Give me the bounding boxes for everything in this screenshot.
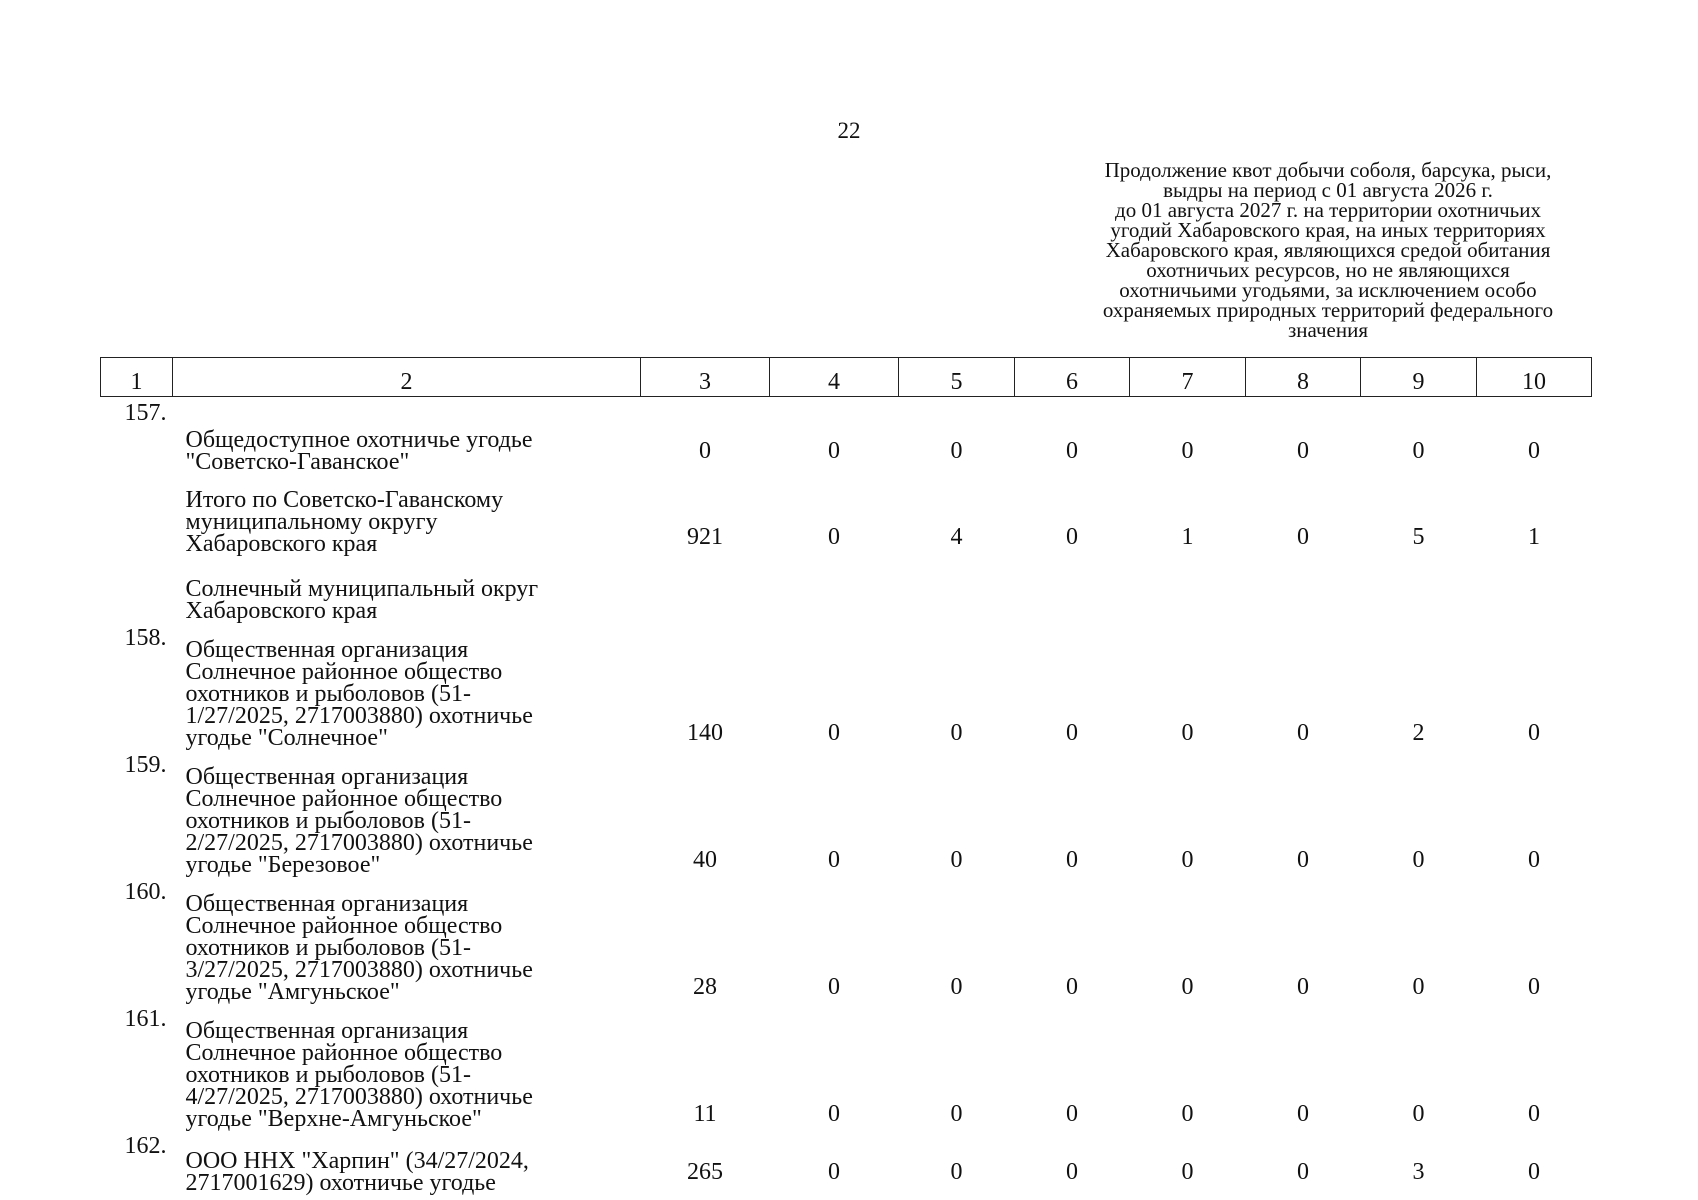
cell-value <box>1130 555 1246 622</box>
cell-value <box>770 555 899 622</box>
column-header: 9 <box>1361 358 1477 397</box>
cell-value: 0 <box>1528 974 1540 1000</box>
row-name <box>173 555 641 622</box>
cell-value: 0 <box>1066 974 1078 1000</box>
cell-value: 0 <box>950 847 963 873</box>
row-name-line: Общественная организация <box>185 637 469 663</box>
row-name-line: Итого по Советско-Гаванскому <box>185 487 504 513</box>
cell-value: 0 <box>1181 438 1194 464</box>
row-name <box>173 397 641 474</box>
cell-value <box>1361 555 1477 622</box>
caption-line: Хабаровского края, являющихся средой обитания <box>1105 238 1551 262</box>
row-name-line: 1/27/2025, 2717003880) охотничье <box>185 703 533 729</box>
row-name-line: охотников и рыболовов (51- <box>185 935 471 961</box>
column-header: 8 <box>1246 358 1361 397</box>
cell-value: 0 <box>1066 524 1078 550</box>
cell-value: 0 <box>950 974 963 1000</box>
cell-value: 0 <box>1181 720 1194 746</box>
cell-value: 0 <box>1181 974 1194 1000</box>
cell-value: 0 <box>828 438 840 464</box>
row-name-line: Солнечный муниципальный округ <box>185 576 539 602</box>
cell-value: 0 <box>1412 438 1425 464</box>
row-name-line: Солнечное районное общество <box>185 659 503 685</box>
row-number: 157. <box>124 400 167 426</box>
cell-value: 11 <box>693 1101 717 1127</box>
row-name <box>173 876 641 1003</box>
cell-value: 0 <box>1297 1159 1309 1185</box>
row-number: 158. <box>124 625 167 651</box>
column-header: 7 <box>1130 358 1246 397</box>
cell-value: 0 <box>828 720 840 746</box>
row-name-line: охотников и рыболовов (51- <box>185 808 471 834</box>
cell-value: 265 <box>687 1159 723 1185</box>
cell-value: 1 <box>1528 524 1540 550</box>
row-name-line: 2/27/2025, 2717003880) охотничье <box>185 830 533 856</box>
row-name <box>173 473 641 555</box>
row-number: 160. <box>124 879 167 905</box>
row-name-line: Общедоступное охотничье угодье <box>185 427 533 453</box>
cell-value: 0 <box>1528 847 1540 873</box>
cell-value: 0 <box>1528 1101 1540 1127</box>
row-number: 161. <box>124 1006 167 1032</box>
row-name-line: ООО ННХ "Харпин" (34/27/2024, <box>185 1148 529 1174</box>
caption-line: выдры на период с 01 августа 2026 г. <box>1163 178 1493 202</box>
cell-value: 3 <box>1412 1159 1425 1185</box>
cell-value: 0 <box>1412 847 1425 873</box>
row-name-line: Солнечное районное общество <box>185 1040 503 1066</box>
row-name-line: Общественная организация <box>185 1018 469 1044</box>
row-name-line: Солнечное районное общество <box>185 913 503 939</box>
cell-value: 0 <box>1066 847 1078 873</box>
cell-value: 0 <box>1297 974 1309 1000</box>
table-row <box>101 622 1592 749</box>
cell-value: 0 <box>950 1159 963 1185</box>
row-name-line: "Советско-Гаванское" <box>185 449 410 475</box>
cell-value: 0 <box>950 720 963 746</box>
cell-value: 0 <box>1297 524 1309 550</box>
row-name-line: 3/27/2025, 2717003880) охотничье <box>185 957 533 983</box>
cell-value: 0 <box>699 438 711 464</box>
cell-value: 0 <box>1181 1159 1194 1185</box>
quota-table <box>100 357 1592 1194</box>
cell-value: 0 <box>828 1159 840 1185</box>
page-number: 22 <box>837 118 861 143</box>
cell-value: 2 <box>1412 720 1425 746</box>
column-header: 4 <box>770 358 899 397</box>
cell-value: 0 <box>828 847 840 873</box>
cell-value: 0 <box>1528 1159 1540 1185</box>
cell-value: 0 <box>1181 1101 1194 1127</box>
cell-value <box>1477 555 1592 622</box>
caption-line: до 01 августа 2027 г. на территории охотничьих <box>1115 198 1541 222</box>
cell-value <box>899 555 1015 622</box>
cell-value: 0 <box>1297 847 1309 873</box>
row-name <box>173 1130 641 1194</box>
caption-line: Продолжение квот добычи соболя, барсука, рыси, <box>1104 158 1552 182</box>
table-caption <box>1058 160 1598 340</box>
row-name-line: 2717001629) охотничье угодье <box>185 1170 496 1196</box>
table-row <box>101 1003 1592 1130</box>
caption-line: охотничьих ресурсов, но не являющихся <box>1146 258 1510 282</box>
row-name-line: Общественная организация <box>185 891 469 917</box>
cell-value: 40 <box>693 847 717 873</box>
caption-line: значения <box>1287 318 1369 342</box>
cell-value <box>1246 555 1361 622</box>
table-row-subheading <box>101 555 1592 622</box>
row-name <box>173 622 641 749</box>
table-row <box>101 876 1592 1003</box>
column-header: 2 <box>173 358 641 397</box>
row-name-line: Хабаровского края <box>185 598 378 624</box>
row-number <box>101 555 173 622</box>
row-name-line: угодье "Солнечное" <box>185 725 388 751</box>
row-name-line: Солнечное районное общество <box>185 786 503 812</box>
column-header: 1 <box>101 358 173 397</box>
row-name-line: охотников и рыболовов (51- <box>185 681 471 707</box>
cell-value: 0 <box>828 974 840 1000</box>
cell-value: 4 <box>950 524 963 550</box>
row-number: 162. <box>124 1133 167 1159</box>
column-header: 5 <box>899 358 1015 397</box>
cell-value: 140 <box>687 720 723 746</box>
cell-value <box>641 555 770 622</box>
column-header: 6 <box>1015 358 1130 397</box>
row-name-line: муниципальному округу <box>185 509 438 535</box>
row-name-line: Хабаровского края <box>185 531 378 557</box>
cell-value: 28 <box>693 974 717 1000</box>
row-name <box>173 749 641 876</box>
header-row <box>101 358 1592 397</box>
row-name-line: 4/27/2025, 2717003880) охотничье <box>185 1084 533 1110</box>
row-name <box>173 1003 641 1130</box>
cell-value: 0 <box>1297 720 1309 746</box>
cell-value: 0 <box>1066 438 1078 464</box>
cell-value: 0 <box>1412 1101 1425 1127</box>
cell-value: 0 <box>1066 720 1078 746</box>
cell-value: 0 <box>828 1101 840 1127</box>
cell-value: 0 <box>950 1101 963 1127</box>
row-number <box>101 473 173 555</box>
row-name-line: охотников и рыболовов (51- <box>185 1062 471 1088</box>
column-header: 10 <box>1477 358 1592 397</box>
row-name-line: угодье "Амгуньское" <box>185 979 400 1005</box>
table-row <box>101 749 1592 876</box>
cell-value: 0 <box>1297 1101 1309 1127</box>
cell-value: 0 <box>1412 974 1425 1000</box>
table-row <box>101 397 1592 474</box>
cell-value: 0 <box>1066 1101 1078 1127</box>
row-name-line: Общественная организация <box>185 764 469 790</box>
table-row <box>101 1130 1592 1194</box>
cell-value: 1 <box>1181 524 1194 550</box>
caption-line: охотничьими угодьями, за исключением особо <box>1119 278 1537 302</box>
cell-value: 0 <box>1181 847 1194 873</box>
table-row-total <box>101 473 1592 555</box>
row-name-line: угодье "Березовое" <box>185 852 381 878</box>
cell-value: 0 <box>1528 438 1540 464</box>
cell-value: 5 <box>1412 524 1425 550</box>
cell-value: 921 <box>687 524 723 550</box>
cell-value: 0 <box>828 524 840 550</box>
cell-value: 0 <box>1528 720 1540 746</box>
cell-value: 0 <box>950 438 963 464</box>
cell-value: 0 <box>1066 1159 1078 1185</box>
row-number: 159. <box>124 752 167 778</box>
caption-line: охраняемых природных территорий федерального <box>1102 298 1554 322</box>
column-header: 3 <box>641 358 770 397</box>
cell-value <box>1015 555 1130 622</box>
row-name-line: угодье "Верхне-Амгуньское" <box>185 1106 482 1132</box>
caption-line: угодий Хабаровского края, на иных территориях <box>1110 218 1546 242</box>
cell-value: 0 <box>1297 438 1309 464</box>
